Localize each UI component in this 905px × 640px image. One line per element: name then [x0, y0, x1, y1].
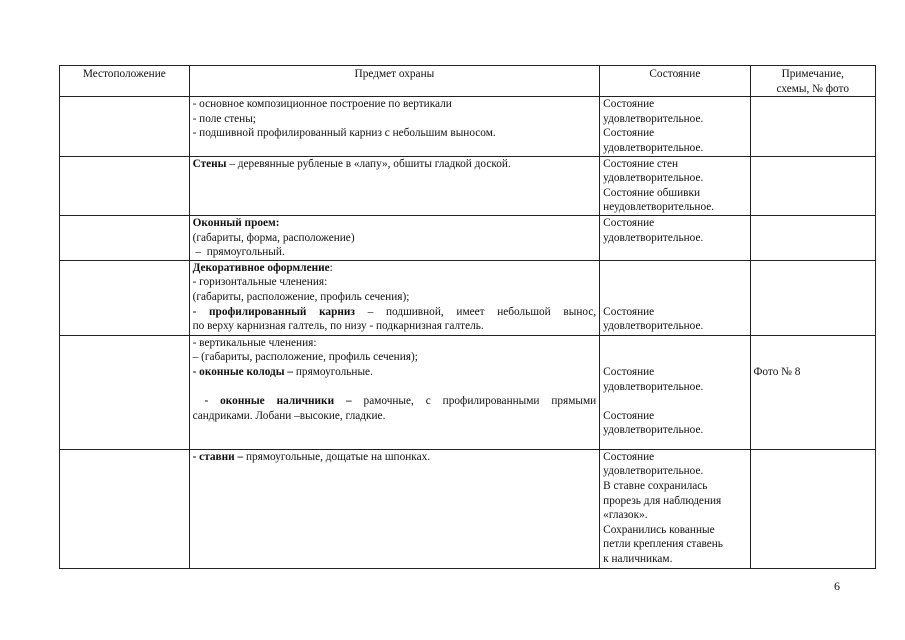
condition-line: Состояние	[603, 450, 655, 463]
subject-cell	[189, 449, 600, 568]
condition-line: Состояние обшивки	[603, 186, 701, 199]
header-subject: Предмет охраны	[189, 66, 600, 97]
subject-line: по верху карнизная галтель, по низу - подкарнизная галтель.	[192, 320, 484, 333]
condition-cell	[600, 260, 750, 335]
condition-line: В ставне сохранилась	[603, 479, 708, 492]
window-opening-label: Оконный проем:	[192, 216, 280, 229]
condition-line: удовлетворительное.	[603, 320, 704, 333]
note-cell	[750, 156, 876, 215]
subject-cell	[189, 156, 600, 215]
cornice-label: - профилированный карниз	[192, 305, 355, 318]
note-cell	[750, 215, 876, 260]
window-casing-label: - оконные наличники –	[192, 395, 352, 408]
condition-line: удовлетворительное.	[603, 112, 704, 125]
window-frames-label: - оконные колоды –	[192, 365, 294, 378]
table-row	[60, 335, 876, 449]
note-cell	[750, 97, 876, 156]
subject-line: сандриками. Лобани –высокие, гладкие.	[192, 409, 386, 422]
condition-line: Состояние	[603, 365, 655, 378]
condition-cell	[600, 97, 750, 156]
condition-line: удовлетворительное.	[603, 231, 704, 244]
condition-line: Состояние	[603, 216, 655, 229]
subject-cell	[189, 260, 600, 335]
location-cell	[60, 97, 190, 156]
subject-cell	[189, 215, 600, 260]
condition-line: удовлетворительное.	[603, 424, 704, 437]
condition-line: неудовлетворительное.	[603, 201, 715, 214]
location-cell	[60, 335, 190, 449]
condition-line: удовлетворительное.	[603, 141, 704, 154]
header-location: Местоположение	[60, 66, 190, 97]
location-cell	[60, 260, 190, 335]
table-row	[60, 97, 876, 156]
table-header-row	[60, 66, 876, 97]
decor-label: Декоративное оформление	[192, 261, 330, 274]
note-cell	[750, 260, 876, 335]
condition-cell	[600, 156, 750, 215]
header-condition: Состояние	[600, 66, 750, 97]
table-row	[60, 156, 876, 215]
condition-line: Состояние	[603, 409, 655, 422]
condition-cell	[600, 449, 750, 568]
note-cell	[750, 335, 876, 449]
location-cell	[60, 156, 190, 215]
subject-line: - горизонтальные членения:	[192, 276, 328, 289]
condition-line: Состояние	[603, 98, 655, 111]
table-row	[60, 449, 876, 568]
condition-line: Состояние	[603, 127, 655, 140]
subject-line: - основное композиционное построение по вертикали	[192, 98, 452, 111]
condition-line: удовлетворительное.	[603, 172, 704, 185]
walls-label: Стены	[192, 157, 227, 170]
condition-line: удовлетворительное.	[603, 465, 704, 478]
header-note-line2: схемы, № фото	[776, 82, 849, 95]
condition-line: удовлетворительное.	[603, 380, 704, 393]
condition-line: Сохранились кованные	[603, 523, 715, 536]
condition-line: петли крепления ставень	[603, 538, 723, 551]
cornice-description: – подшивной, имеет небольшой вынос,	[354, 305, 597, 318]
subject-line: (габариты, форма, расположение)	[192, 231, 355, 244]
location-cell	[60, 449, 190, 568]
shutters-description: прямоугольные, дощатые на шпонках.	[243, 450, 431, 463]
table-row	[60, 215, 876, 260]
window-casing-description: рамочные, с профилированными прямыми	[351, 395, 597, 408]
condition-cell	[600, 215, 750, 260]
decor-label-colon: :	[329, 261, 333, 274]
note-cell	[750, 449, 876, 568]
shutters-label: - ставни –	[192, 450, 244, 463]
subject-line: - вертикальные членения:	[192, 336, 317, 349]
subject-line: - подшивной профилированный карниз с небольшим выносом.	[192, 127, 496, 140]
subject-line: (габариты, расположение, профиль сечения);	[192, 290, 410, 303]
table-row	[60, 260, 876, 335]
subject-line: – (габариты, расположение, профиль сечения);	[192, 351, 418, 364]
subject-line: - поле стены;	[192, 112, 256, 125]
condition-line: Состояние	[603, 305, 655, 318]
walls-description: – деревянные рубленые в «лапу», обшиты гладкой доской.	[226, 157, 511, 170]
condition-line: Состояние стен	[603, 157, 679, 170]
subject-cell	[189, 97, 600, 156]
condition-line: прорезь для наблюдения	[603, 494, 722, 507]
condition-cell	[600, 335, 750, 449]
location-cell	[60, 215, 190, 260]
page-number: 6	[834, 579, 840, 593]
header-note	[750, 66, 876, 97]
photo-reference: Фото № 8	[753, 365, 801, 378]
condition-line: к наличникам.	[603, 552, 673, 565]
subject-cell	[189, 335, 600, 449]
window-frames-description: прямоугольные.	[293, 365, 373, 378]
condition-line: «глазок».	[603, 509, 648, 522]
protection-subject-table	[59, 65, 876, 569]
subject-line: – прямоугольный.	[192, 246, 285, 259]
header-note-line1: Примечание,	[781, 68, 844, 80]
